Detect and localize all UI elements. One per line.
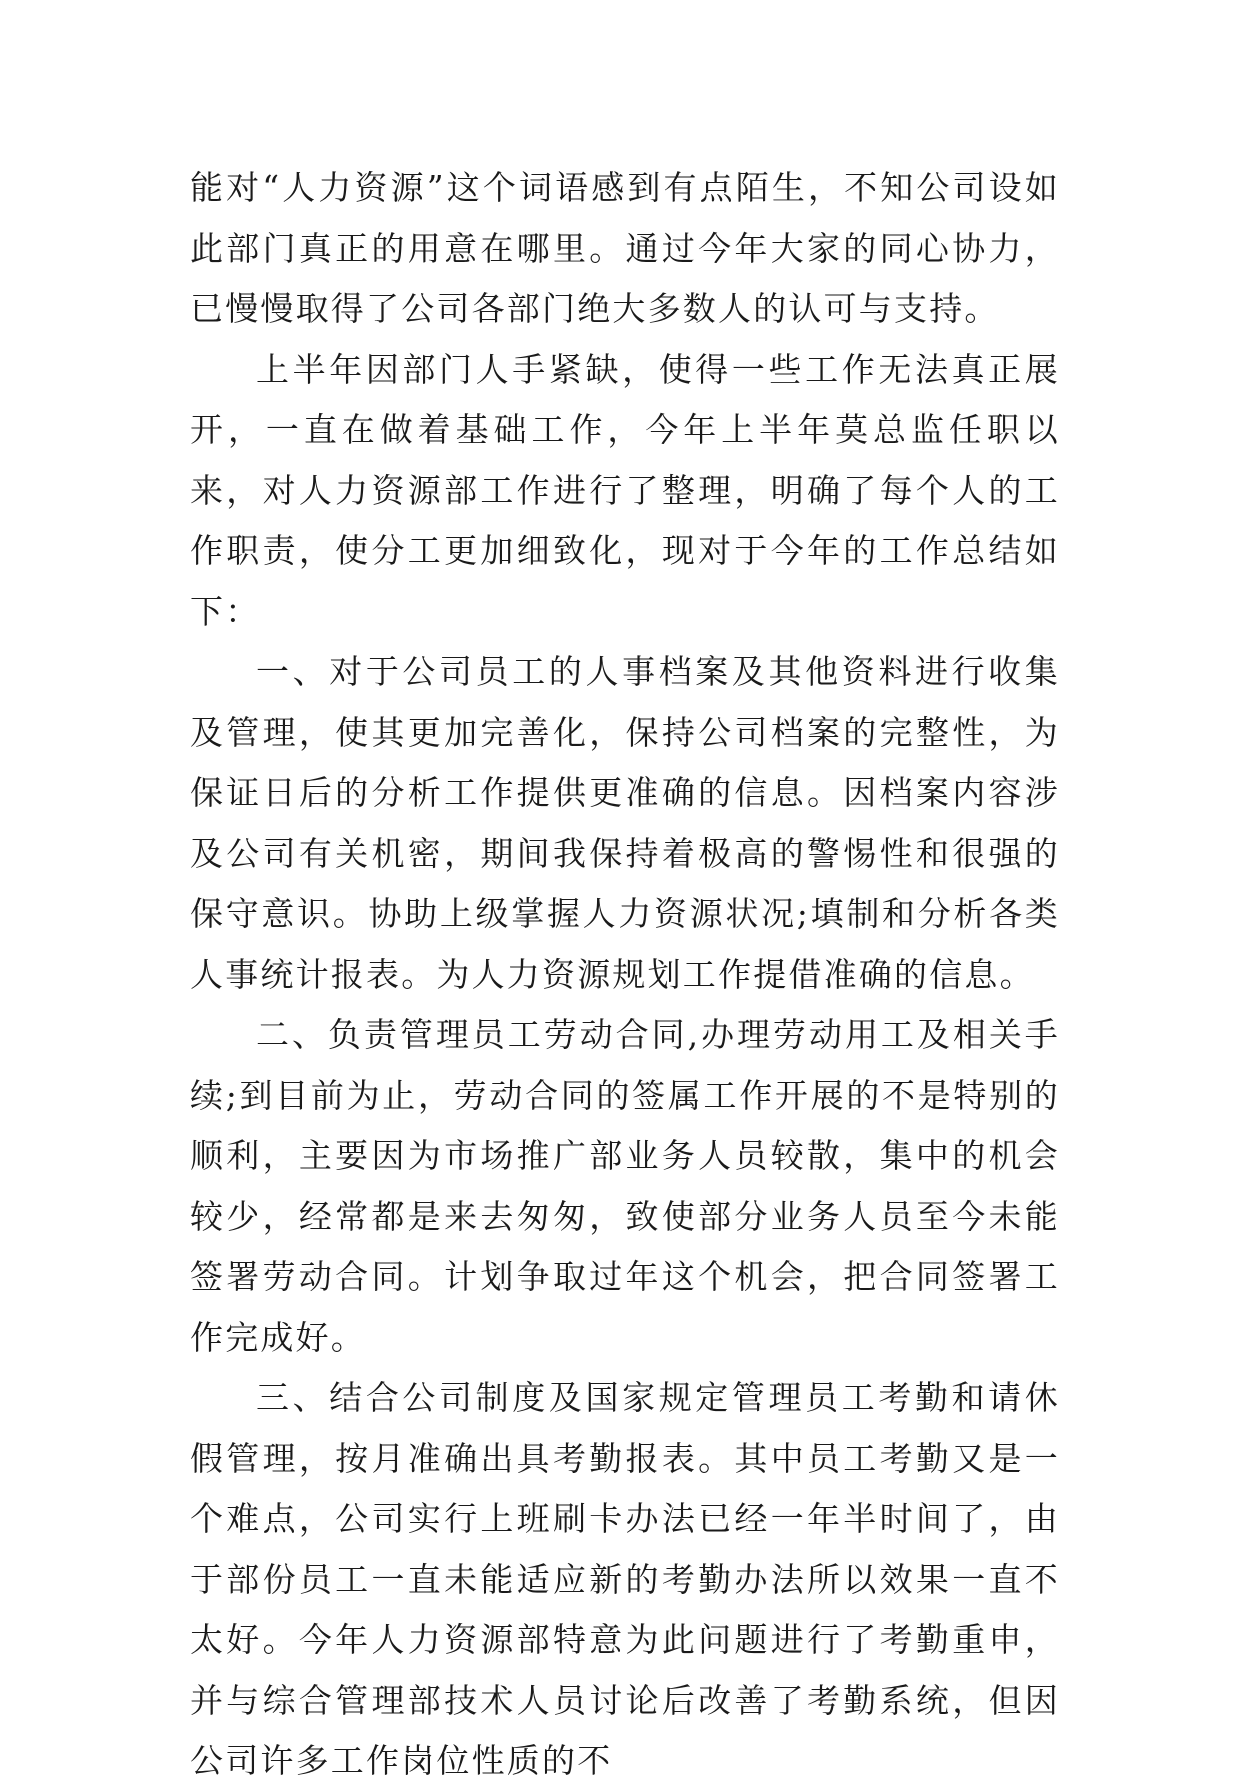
paragraph-4: 二、负责管理员工劳动合同,办理劳动用工及相关手续;到目前为止，劳动合同的签属工作开展的不是特别的顺利，主要因为市场推广部业务人员较散，集中的机会较少，经常都是来去匆匆，致使部分业务人员至今未能签署劳动合同。计划争取过年这个机会，把合同签署工作完成好。 — [190, 1015, 1060, 1357]
paragraph-3: 一、对于公司员工的人事档案及其他资料进行收集及管理，使其更加完善化，保持公司档案的完整性，为保证日后的分析工作提供更准确的信息。因档案内容涉及公司有关机密，期间我保持着极高的警惕性和很强的保守意识。协助上级掌握人力资源状况;填制和分析各类人事统计报表。为人力资源规划工作提借准确的信息。 — [190, 652, 1060, 994]
paragraph-5: 三、结合公司制度及国家规定管理员工考勤和请休假管理，按月准确出具考勤报表。其中员工考勤又是一个难点，公司实行上班刷卡办法已经一年半时间了，由于部份员工一直未能适应新的考勤办法所以效果一直不太好。今年人力资源部特意为此问题进行了考勤重申，并与综合管理部技术人员讨论后改善了考勤系统，但因公司许多工作岗位性质的不 — [190, 1378, 1060, 1780]
document-body — [190, 158, 1060, 1792]
paragraph-2: 上半年因部门人手紧缺，使得一些工作无法真正展开，一直在做着基础工作，今年上半年莫总监任职以来，对人力资源部工作进行了整理，明确了每个人的工作职责，使分工更加细致化，现对于今年的工作总结如下： — [190, 349, 1060, 631]
paragraph-1: 能对“人力资源”这个词语感到有点陌生，不知公司设如此部门真正的用意在哪里。通过今年大家的同心协力，已慢慢取得了公司各部门绝大多数人的认可与支持。 — [190, 168, 1060, 328]
